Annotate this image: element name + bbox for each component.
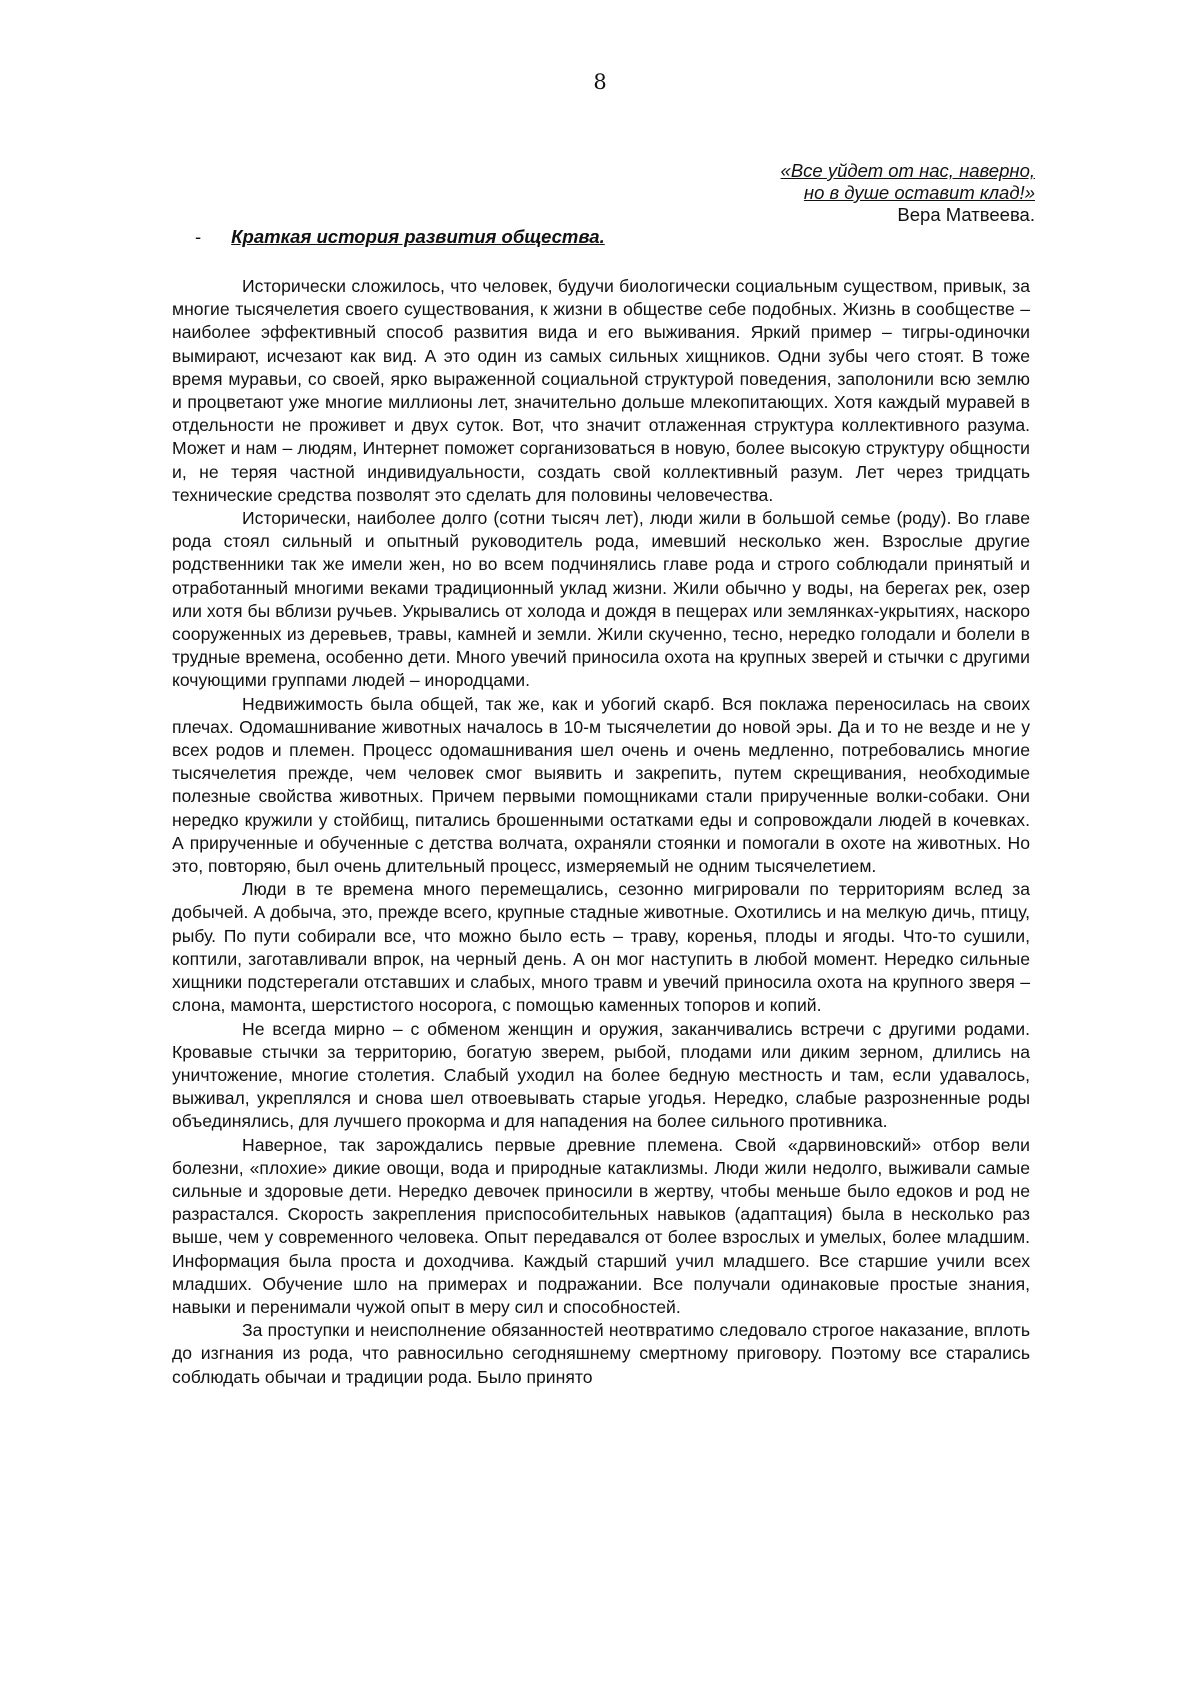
epigraph bbox=[781, 160, 1035, 226]
paragraph-3: Недвижимость была общей, так же, как и убогий скарб. Вся поклажа переносилась на своих плечах. Одомашнивание животных началось в 10-м тысячелетии до новой эры. Да и то не везде и не у всех родов и племен. Процесс одомашнивания шел очень и очень медленно, потребовались многие тысячелетия прежде, чем человек смог выявить и закрепить, путем скрещивания, необходимые полезные свойства животных. Причем первыми помощниками стали прирученные волки-собаки. Они нередко кружили у стойбищ, питались брошенными остатками еды и сопровождали людей в кочевках. А прирученные и обученные с детства волчата, охраняли стоянки и помогали в охоте на животных. Но это, повторяю, был очень длительный процесс, измеряемый не одним тысячелетием. bbox=[172, 693, 1030, 877]
page-number: 8 bbox=[593, 70, 607, 94]
paragraph-2: Исторически, наиболее долго (сотни тысяч лет), люди жили в большой семье (роду). Во главе рода стоял сильный и опытный руководитель рода, имевший несколько жен. Взрослые другие родственники так же имели жен, но во всем подчинялись главе рода и строго соблюдали принятый и отработанный многими веками традиционный уклад жизни. Жили обычно у воды, на берегах рек, озер или хотя бы вблизи ручьев. Укрывались от холода и дождя в пещерах или землянках-укрытиях, наскоро сооруженных из деревьев, травы, камней и земли. Жили скученно, тесно, нередко голодали и болели в трудные времена, особенно дети. Много увечий приносила охота на крупных зверей и стычки с другими кочующими группами людей – инородцами. bbox=[172, 508, 1030, 691]
heading-dash: - bbox=[195, 226, 202, 247]
epigraph-author: Вера Матвеева. bbox=[897, 204, 1035, 225]
paragraph-5: Не всегда мирно – с обменом женщин и оружия, заканчивались встречи с другими родами. Кровавые стычки за территорию, богатую зверем, рыбой, плодами или диким зерном, длились на уничтожение, многие столетия. Слабый уходил на более бедную местность и там, если удавалось, выживал, укреплялся и снова шел отвоевывать старые угодья. Нередко, слабые разрозненные роды объединялись, для лучшего прокорма и для нападения на более сильного противника. bbox=[172, 1018, 1030, 1132]
body-text bbox=[172, 275, 1030, 1389]
epigraph-line-1: «Все уйдет от нас, наверно, bbox=[780, 160, 1035, 181]
paragraph-6: Наверное, так зарождались первые древние племена. Свой «дарвиновский» отбор вели болезни, «плохие» дикие овощи, вода и природные катаклизмы. Люди жили недолго, выживали самые сильные и здоровые дети. Нередко девочек приносили в жертву, чтобы меньше было едоков и род не разрастался. Скорость закрепления приспособительных навыков (адаптация) была в несколько раз выше, чем у современного человека. Опыт передавался от более взрослых и умелых, более младшим. Информация была проста и доходчива. Каждый старший учил младшего. Все старшие учили всех младших. Обучение шло на примерах и подражании. Все получали одинаковые простые знания, навыки и перенимали чужой опыт в меру сил и способностей. bbox=[172, 1134, 1030, 1317]
epigraph-line-2: но в душе оставит клад!» bbox=[803, 182, 1035, 203]
paragraph-1: Исторически сложилось, что человек, будучи биологически социальным существом, привык, за многие тысячелетия своего существования, к жизни в обществе себе подобных. Жизнь в сообществе – наиболее эффективный способ развития вида и его выживания. Яркий пример – тигры-одиночки вымирают, исчезают как вид. А это один из самых сильных хищников. Одни зубы чего стоят. В тоже время муравьи, со своей, ярко выраженной социальной структурой поведения, заполонили всю землю и процветают уже многие миллионы лет, значительно дольше млекопитающих. Хотя каждый муравей в отдельности не проживет и двух суток. Вот, что значит отлаженная структура коллективного разума. Может и нам – людям, Интернет поможет сорганизоваться в новую, более высокую структуру общности и, не теряя частной индивидуальности, создать свой коллективный разум. Лет через тридцать технические средства позволят это сделать для половины человечества. bbox=[172, 276, 1030, 505]
section-heading bbox=[195, 226, 605, 248]
paragraph-4: Люди в те времена много перемещались, сезонно мигрировали по территориям вслед за добычей. А добыча, это, прежде всего, крупные стадные животные. Охотились и на мелкую дичь, птицу, рыбу. По пути собирали все, что можно было есть – траву, коренья, плоды и ягоды. Что-то сушили, коптили, заготавливали впрок, на черный день. А он мог наступить в любой момент. Нередко сильные хищники подстерегали отставших и слабых, много травм и увечий приносила охота на крупного зверя – слона, мамонта, шерстистого носорога, с помощью каменных топоров и копий. bbox=[172, 879, 1030, 1016]
heading-text: Краткая история развития общества. bbox=[231, 226, 605, 247]
paragraph-7: За проступки и неисполнение обязанностей неотвратимо следовало строгое наказание, вплоть до изгнания из рода, что равносильно сегодняшнему смертному приговору. Поэтому все старались соблюдать обычаи и традиции рода. Было принято bbox=[172, 1320, 1030, 1387]
